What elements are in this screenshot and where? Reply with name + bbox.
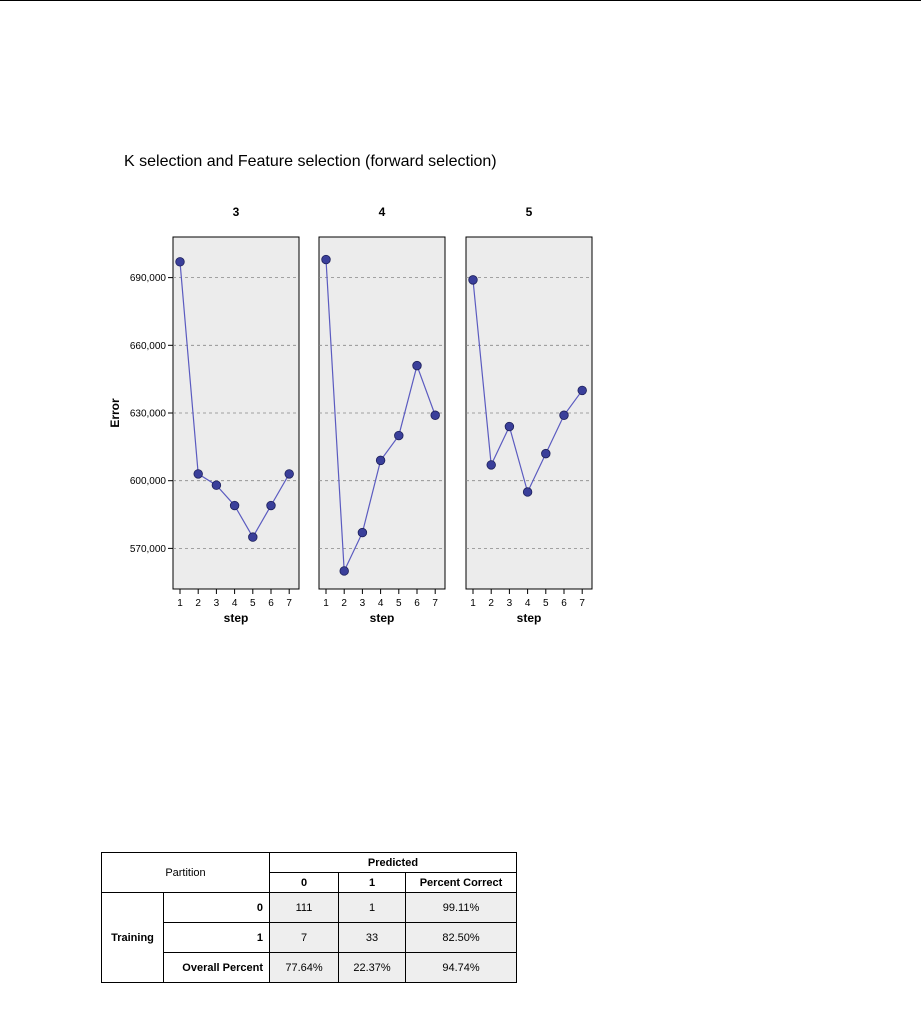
data-point xyxy=(542,449,551,458)
x-axis-title: step xyxy=(369,611,395,625)
x-axis-title: step xyxy=(223,611,249,625)
y-tick-label: 630,000 xyxy=(129,408,166,420)
x-tick-label: 2 xyxy=(195,598,201,609)
x-tick-label: 4 xyxy=(524,598,531,609)
predicted-header: Predicted xyxy=(270,853,517,873)
x-tick-label: 7 xyxy=(286,598,292,609)
x-tick-label: 7 xyxy=(432,598,438,609)
data-point xyxy=(285,470,294,479)
partition-header: Partition xyxy=(102,853,270,893)
column-header-percent-correct: Percent Correct xyxy=(406,873,517,893)
column-header-1: 1 xyxy=(339,873,406,893)
x-tick-label: 4 xyxy=(377,598,384,609)
data-point xyxy=(505,422,514,431)
chart-svg xyxy=(100,140,620,660)
x-tick-label: 6 xyxy=(268,598,274,609)
data-point xyxy=(431,411,440,420)
table-cell: 33 xyxy=(339,923,406,953)
data-point xyxy=(395,431,404,440)
chart-title: K selection and Feature selection (forward selection) xyxy=(124,153,497,170)
x-tick-label: 4 xyxy=(231,598,238,609)
row-label: 0 xyxy=(164,893,270,923)
training-row-group-label: Training xyxy=(102,893,164,983)
y-tick-label: 600,000 xyxy=(129,476,166,488)
x-tick-label: 3 xyxy=(213,598,220,609)
data-point xyxy=(487,461,496,470)
x-tick-label: 5 xyxy=(543,598,549,609)
table-cell: 111 xyxy=(270,893,339,923)
table-cell: 77.64% xyxy=(270,953,339,983)
x-tick-label: 1 xyxy=(323,598,329,609)
table-row xyxy=(102,953,517,983)
data-point xyxy=(469,276,478,285)
data-point xyxy=(413,361,422,370)
classification-table xyxy=(101,852,517,983)
y-tick-label: 570,000 xyxy=(129,543,166,555)
data-point xyxy=(176,258,185,267)
table-cell: 7 xyxy=(270,923,339,953)
x-tick-label: 7 xyxy=(579,598,585,609)
data-point xyxy=(194,470,203,479)
data-point xyxy=(249,533,258,542)
table-cell: 94.74% xyxy=(406,953,517,983)
column-header-0: 0 xyxy=(270,873,339,893)
table-cell: 1 xyxy=(339,893,406,923)
facet-title: 3 xyxy=(232,205,240,219)
x-tick-label: 2 xyxy=(341,598,347,609)
data-point xyxy=(230,501,239,510)
x-tick-label: 6 xyxy=(561,598,567,609)
data-point xyxy=(560,411,569,420)
data-point xyxy=(212,481,221,490)
x-tick-label: 2 xyxy=(488,598,494,609)
data-point xyxy=(578,386,587,395)
page-top-rule xyxy=(0,0,921,1)
x-tick-label: 5 xyxy=(396,598,402,609)
table-cell: 82.50% xyxy=(406,923,517,953)
x-tick-label: 5 xyxy=(250,598,256,609)
data-point xyxy=(376,456,385,465)
table-row xyxy=(102,893,517,923)
y-tick-label: 690,000 xyxy=(129,273,166,285)
data-point xyxy=(523,488,532,497)
x-tick-label: 6 xyxy=(414,598,420,609)
table-cell: 99.11% xyxy=(406,893,517,923)
table-row xyxy=(102,923,517,953)
table-cell: 22.37% xyxy=(339,953,406,983)
x-tick-label: 1 xyxy=(470,598,476,609)
row-label: 1 xyxy=(164,923,270,953)
x-tick-label: 1 xyxy=(177,598,183,609)
error-line-chart xyxy=(100,140,620,660)
y-tick-label: 660,000 xyxy=(129,340,166,352)
y-axis-title: Error xyxy=(108,398,122,428)
data-point xyxy=(267,501,276,510)
data-point xyxy=(340,567,349,576)
facet-title: 4 xyxy=(378,205,386,219)
data-point xyxy=(358,528,367,537)
x-axis-title: step xyxy=(516,611,542,625)
data-point xyxy=(322,255,331,264)
x-tick-label: 3 xyxy=(359,598,366,609)
row-label: Overall Percent xyxy=(164,953,270,983)
x-tick-label: 3 xyxy=(506,598,513,609)
facet-title: 5 xyxy=(525,205,533,219)
